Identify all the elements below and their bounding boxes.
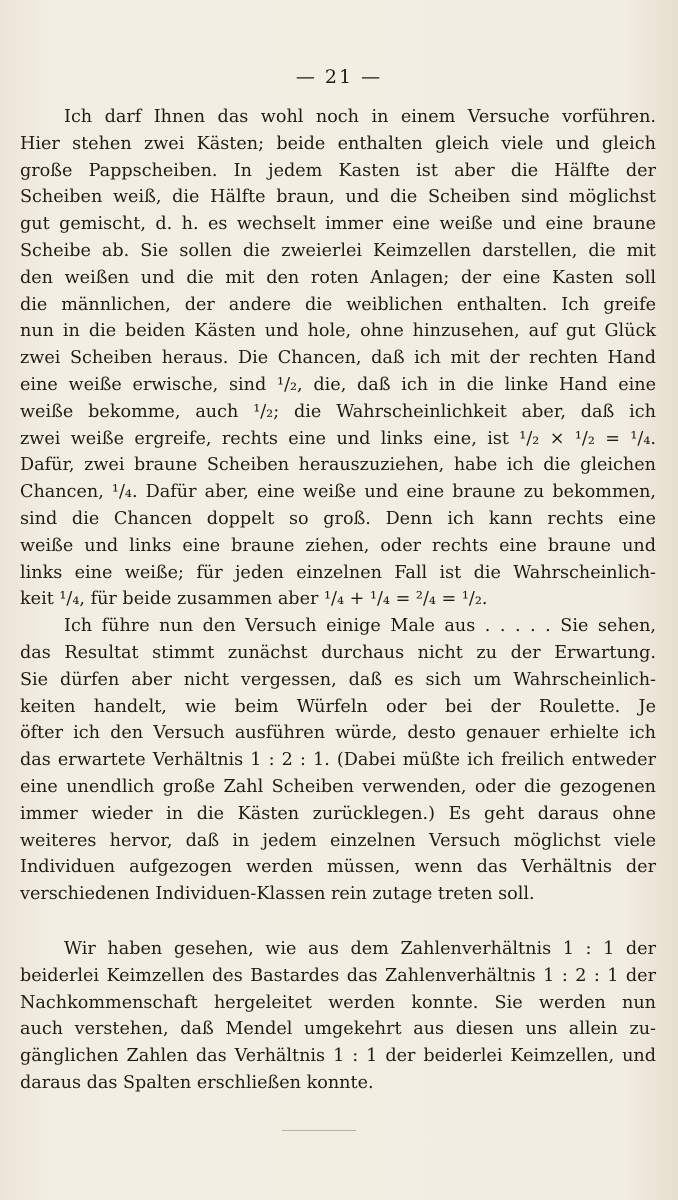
text-line: beiderlei Keimzellen des Bastardes das Zahlenverhältnis 1 : 2 : 1 der [20,965,656,986]
text-line: immer wieder in die Kästen zurücklegen.) Es geht daraus ohne [20,803,656,824]
text-line: Dafür, zwei braune Scheiben herauszuziehen, habe ich die gleichen [20,455,656,476]
text-line: sind die Chancen doppelt so groß. Denn ich kann rechts eine [20,508,656,529]
text-line: weiße und links eine braune ziehen, oder rechts eine braune und [20,535,656,556]
text-line: öfter ich den Versuch ausführen würde, desto genauer erhielte ich [20,723,656,744]
text-line: Individuen aufgezogen werden müssen, wenn das Verhältnis der [20,857,656,878]
text-line: Ich darf Ihnen das wohl noch in einem Versuche vorführen. [64,107,656,127]
text-line: nun in die beiden Kästen und hole, ohne hinzusehen, auf gut Glück [20,321,656,342]
text-line: gut gemischt, d. h. es wechselt immer eine weiße und eine braune [20,214,656,235]
text-line: eine weiße erwische, sind ¹/₂, die, daß ich in die linke Hand eine [20,374,656,395]
text-line: keit ¹/₄, für beide zusammen aber ¹/₄ + ¹/₄ = ²/₄ = ¹/₂. [20,589,488,610]
text-line: die männlichen, der andere die weiblichen enthalten. Ich greife [20,294,656,315]
text-line: Sie dürfen aber nicht vergessen, daß es sich um Wahrscheinlich- [20,669,656,690]
text-line: große Pappscheiben. In jedem Kasten ist aber die Hälfte der [20,160,656,181]
text-line: daraus das Spalten erschließen konnte. [20,1072,374,1093]
paragraph-1 [20,104,656,613]
text-line: links eine weiße; für jeden einzelnen Fall ist die Wahrscheinlich- [20,562,656,583]
text-line: das erwartete Verhältnis 1 : 2 : 1. (Dabei müßte ich freilich entweder [20,750,656,771]
text-line: Scheibe ab. Sie sollen die zweierlei Keimzellen darstellen, die mit [20,240,656,261]
text-line: Hier stehen zwei Kästen; beide enthalten gleich viele und gleich [20,133,656,154]
text-line: verschiedenen Individuen-Klassen rein zutage treten soll. [20,884,535,905]
text-line: gänglichen Zahlen das Verhältnis 1 : 1 der beiderlei Keimzellen, und [20,1046,656,1067]
paragraph-3 [20,936,656,1097]
text-line: Ich führe nun den Versuch einige Male aus . . . . . Sie sehen, [64,616,656,637]
body-text [20,104,656,1097]
text-line: weiße bekomme, auch ¹/₂; die Wahrscheinlichkeit aber, daß ich [20,401,656,422]
text-line: das Resultat stimmt zunächst durchaus nicht zu der Erwartung. [20,642,656,663]
text-line: zwei weiße ergreife, rechts eine und links eine, ist ¹/₂ × ¹/₂ = ¹/₄. [20,428,656,449]
text-line: Scheiben weiß, die Hälfte braun, und die Scheiben sind möglichst [20,187,656,208]
text-line: auch verstehen, daß Mendel umgekehrt aus diesen uns allein zu- [20,1019,656,1040]
footer-rule [282,1130,356,1131]
paragraph-gap [20,908,656,936]
text-line: Wir haben gesehen, wie aus dem Zahlenverhältnis 1 : 1 der [64,938,656,959]
text-line: weiteres hervor, daß in jedem einzelnen Versuch möglichst viele [20,830,656,851]
text-line: zwei Scheiben heraus. Die Chancen, daß ich mit der rechten Hand [20,348,656,369]
text-line: Nachkommenschaft hergeleitet werden konnte. Sie werden nun [20,992,656,1013]
paragraph-2 [20,613,656,908]
page-number: — 21 — [295,66,383,88]
text-line: eine unendlich große Zahl Scheiben verwenden, oder die gezogenen [20,776,656,797]
text-line: keiten handelt, wie beim Würfeln oder bei der Roulette. Je [20,696,656,717]
text-line: Chancen, ¹/₄. Dafür aber, eine weiße und eine braune zu bekommen, [20,482,656,503]
text-line: den weißen und die mit den roten Anlagen; der eine Kasten soll [20,267,656,288]
